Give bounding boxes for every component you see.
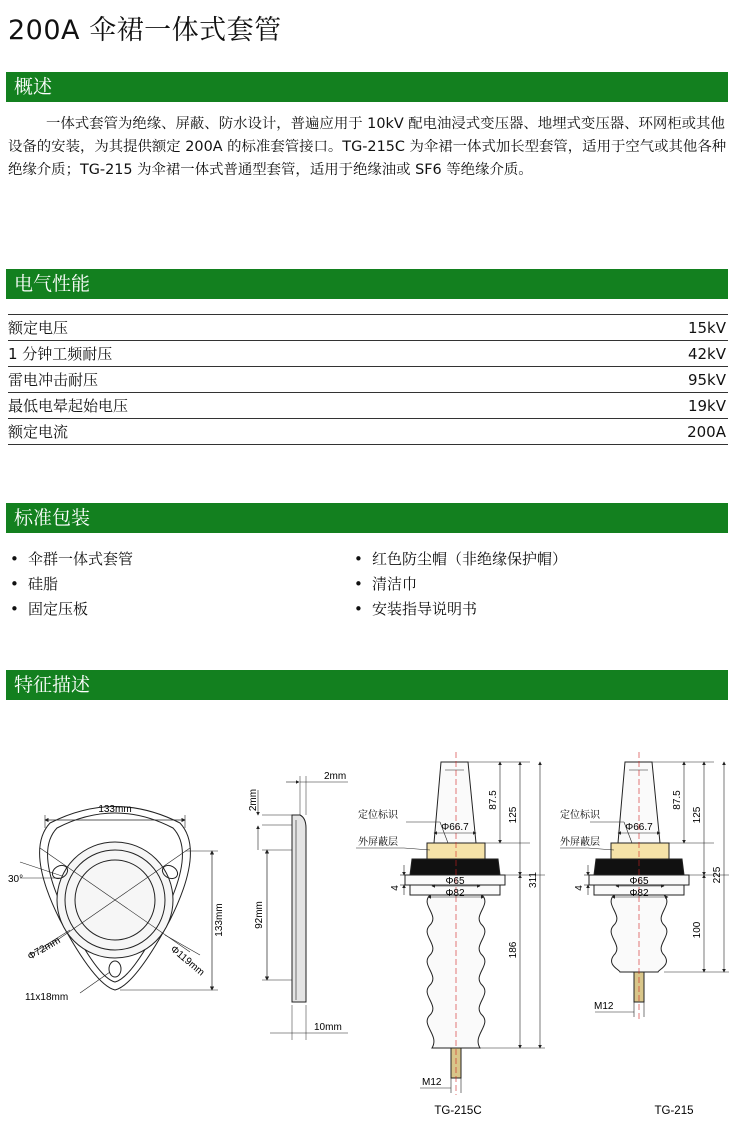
tg215-dim-b-label: 125 [692,806,703,824]
plate-side-view [258,776,348,1040]
tg215c-d2-label: Φ65 [445,876,465,887]
side-height-label: 92mm [254,901,265,929]
side-depth-label: 10mm [314,1022,342,1033]
plate-angle-label: 30° [8,874,24,885]
spec-name: 雷电冲击耐压 [8,367,545,393]
list-item: • 硅脂 [8,572,133,597]
list-item: • 红色防尘帽（非绝缘保护帽） [352,547,567,572]
plate-height-label: 133mm [214,903,225,937]
tg215c-d1-label: Φ66.7 [441,822,469,833]
spec-name: 1 分钟工频耐压 [8,341,545,367]
side-thickness-label: 2mm [248,788,259,812]
tg215c-d3-label: Φ82 [445,888,465,899]
spec-value: 95kV [545,367,728,393]
list-item: • 清洁巾 [352,572,567,597]
package-list-left [8,547,133,622]
tg215c-mark-label: 定位标识 [358,810,398,821]
tg215-d1-label: Φ66.7 [625,822,653,833]
tg215c-shield-label: 外屏蔽层 [358,837,398,848]
tg215-d3-label: Φ82 [629,888,649,899]
tg215-dim-a-label: 87.5 [672,790,683,810]
spec-value: 19kV [545,393,728,419]
tg215c-dim-a-label: 87.5 [488,790,499,810]
tg215c-dim-b-label: 125 [508,806,519,824]
plate-pitch-dia-label: Φ119mm [168,943,207,979]
tg215-d2-label: Φ65 [629,876,649,887]
list-item: • 伞群一体式套管 [8,547,133,572]
section-header-package: 标准包装 [6,503,728,533]
tg215-dim-4-label: 4 [574,885,585,891]
technical-drawings [0,740,740,1140]
tg215-shield-label: 外屏蔽层 [560,837,600,848]
table-row [8,367,728,393]
spec-value: 200A [545,419,728,445]
overview-text: 一体式套管为绝缘、屏蔽、防水设计，普遍应用于 10kV 配电油浸式变压器、地埋式变压器、环网柜或其他设备的安装，为其提供额定 200A 的标准套管接口。TG-215C 为伞裙一体式加长型套管，适用于空气或其他各种绝缘介质；TG-215 为伞裙一体式普通型套管，适用于绝缘油或 SF6 等绝缘介质。 [8,116,727,178]
tg215-model-label: TG-215 [654,1105,694,1117]
table-row [8,315,728,341]
tg215-mark-label: 定位标识 [560,810,600,821]
spec-name: 额定电压 [8,315,545,341]
package-list-right [352,547,567,622]
table-row [8,341,728,367]
tg215-dim-total-label: 225 [712,866,723,884]
list-item: • 固定压板 [8,597,133,622]
section-header-overview: 概述 [6,72,728,102]
tg215c-model-label: TG-215C [434,1105,482,1117]
page-title: 200A 伞裙一体式套管 [8,15,282,46]
plate-hole-dia-label: Φ72mm [26,935,63,963]
side-thickness2-label: 2mm [324,771,347,782]
spec-name: 额定电流 [8,419,545,445]
plate-slot-label: 11x18mm [25,992,69,1003]
tg215c-thread-label: M12 [422,1077,442,1088]
spec-value: 42kV [545,341,728,367]
table-row [8,419,728,445]
section-header-electrical: 电气性能 [6,269,728,299]
electrical-spec-table [8,314,728,445]
table-row [8,393,728,419]
spec-value: 15kV [545,315,728,341]
list-item: • 安装指导说明书 [352,597,567,622]
plate-width-label: 133mm [98,804,132,815]
tg215c-dim-lower-label: 186 [508,941,519,959]
tg215-thread-label: M12 [594,1001,614,1012]
section-header-features: 特征描述 [6,670,728,700]
spec-name: 最低电晕起始电压 [8,393,545,419]
tg215c-dim-4-label: 4 [390,885,401,891]
tg215c-dim-total-label: 311 [528,872,539,888]
tg215-dim-lower-label: 100 [692,921,703,939]
